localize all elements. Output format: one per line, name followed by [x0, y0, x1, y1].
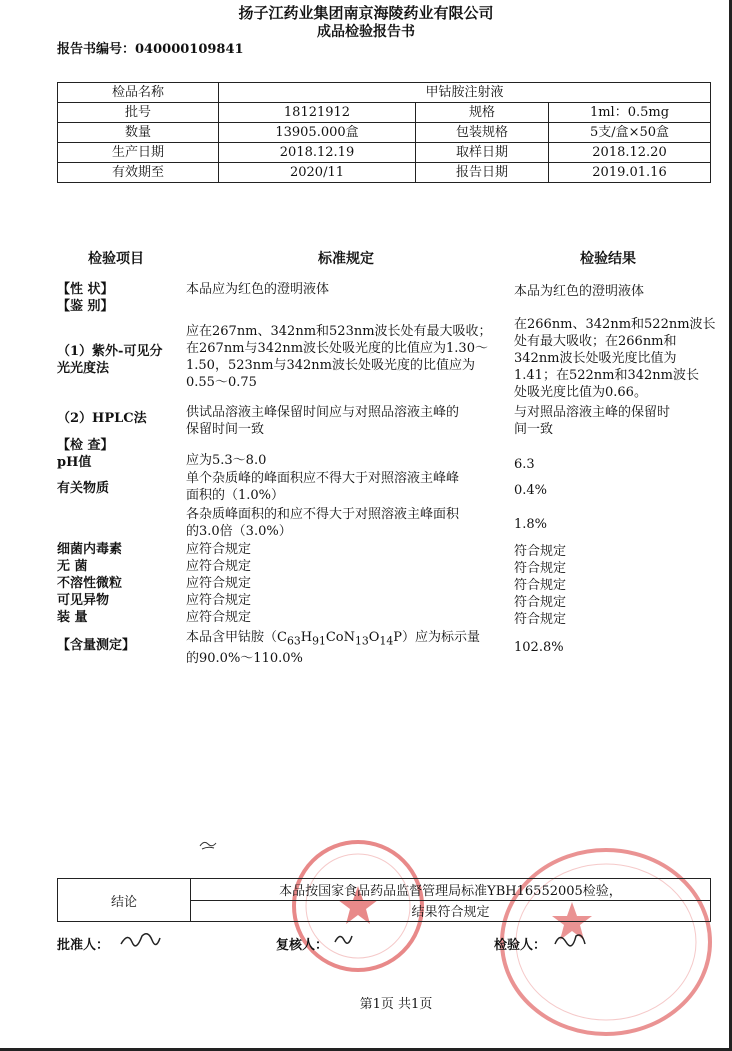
cell-label: 有效期至: [58, 163, 219, 183]
text-line: 各杂质峰面积的和应不得大于对照溶液主峰面积: [186, 507, 460, 522]
text-line: 的90.0%～110.0%: [186, 650, 303, 666]
item-sterility-label: 无 菌: [57, 559, 88, 574]
item-hplc-result: [514, 404, 670, 438]
table-row: [58, 143, 711, 163]
text-line: 在267nm与342nm波长处吸光度的比值应为1.30～: [186, 341, 488, 356]
item-ph-standard: 应为5.3～8.0: [186, 453, 267, 468]
cell-label: 报告日期: [416, 163, 549, 183]
report-number: [57, 38, 244, 57]
item-inspection-label: 【检 查】: [57, 438, 114, 453]
text-line: 面积的（1.0%）: [186, 488, 285, 503]
cell-value: 2020/11: [219, 163, 416, 183]
cell-label: 生产日期: [58, 143, 219, 163]
conclusion-table: [57, 878, 711, 922]
table-row: [58, 879, 711, 901]
item-endotoxin-standard: 应符合规定: [186, 542, 252, 557]
column-header-standard: 标准规定: [318, 251, 374, 267]
report-number-value: 040000109841: [135, 42, 244, 57]
formula-part: P）应为标示量: [393, 630, 480, 645]
item-endotoxin-result: 符合规定: [514, 544, 567, 559]
cell-value: 5支/盒×50盒: [549, 123, 711, 143]
item-uv-label-line: 光光度法: [57, 361, 110, 376]
item-volume-standard: 应符合规定: [186, 610, 252, 625]
text-line: 与对照品溶液主峰的保留时: [514, 405, 671, 420]
item-visible-label: 可见异物: [57, 593, 110, 608]
cell-value: 2018.12.20: [549, 143, 711, 163]
approver-signature-icon: [118, 926, 162, 952]
cell-label: 数量: [58, 123, 219, 143]
item-related-result-1: 0.4%: [514, 483, 548, 498]
inspector-signature-icon: [552, 928, 588, 954]
formula-part: O: [368, 630, 380, 645]
item-endotoxin-label: 细菌内毒素: [57, 542, 123, 557]
item-volume-label: 装 量: [57, 610, 88, 625]
formula-sub: 63: [286, 634, 301, 648]
item-identification-label: 【鉴 别】: [57, 299, 114, 314]
column-header-item: 检验项目: [88, 251, 144, 267]
formula-sub: 91: [312, 634, 326, 648]
item-particulate-standard: 应符合规定: [186, 576, 252, 591]
item-related-standard-1: [186, 470, 459, 504]
text-line: 1.41；在522nm和342nm波长: [514, 368, 699, 383]
cell-value: 18121912: [219, 103, 416, 123]
product-name-label: 检品名称: [58, 83, 219, 103]
text-line: 1.50，523nm与342nm波长处吸光度的比值应为: [186, 358, 475, 373]
formula-part: CoN: [325, 630, 356, 645]
cell-value: 2018.12.19: [219, 143, 416, 163]
item-volume-result: 符合规定: [514, 612, 567, 627]
item-assay-label: 【含量测定】: [57, 638, 136, 653]
item-character-label: 【性 状】: [57, 282, 114, 297]
formula-sub: 14: [379, 634, 394, 648]
item-visible-standard: 应符合规定: [186, 593, 252, 608]
cell-label: 包装规格: [416, 123, 549, 143]
product-name-value: 甲钴胺注射液: [219, 83, 711, 103]
item-related-standard-2: [186, 506, 459, 540]
cell-value: 2019.01.16: [549, 163, 711, 183]
text-line: 应在267nm、342nm和523nm波长处有最大吸收；: [186, 324, 492, 339]
text-line: 的3.0倍（3.0%）: [186, 524, 292, 539]
scribble-mark-icon: [198, 838, 220, 852]
item-assay-result: 102.8%: [514, 640, 564, 655]
item-hplc-label: （2）HPLC法: [57, 411, 147, 426]
text-line: 处吸光度比值为0.66。: [514, 385, 647, 400]
company-name: 扬子江药业集团南京海陵药业有限公司: [238, 4, 494, 22]
approver-label: 批准人：: [57, 938, 110, 953]
text-line: 供试品溶液主峰保留时间应与对照品溶液主峰的: [186, 405, 460, 420]
item-uv-label: [57, 343, 162, 377]
item-ph-result: 6.3: [514, 457, 535, 472]
cell-label: 规格: [416, 103, 549, 123]
formula-part: 本品含甲钴胺（C: [186, 630, 287, 645]
item-uv-label-line: （1）紫外-可见分: [57, 344, 163, 359]
reviewer-label: 复核人：: [276, 938, 329, 953]
item-sterility-standard: 应符合规定: [186, 559, 252, 574]
formula-part: H: [300, 630, 313, 645]
item-character-result: 本品为红色的澄明液体: [514, 284, 645, 299]
item-sterility-result: 符合规定: [514, 561, 567, 576]
item-ph-label: pH值: [57, 455, 92, 470]
page-number: 第1页 共1页: [359, 997, 433, 1012]
text-line: 0.55～0.75: [186, 375, 257, 390]
text-line: [186, 629, 480, 650]
item-particulate-result: 符合规定: [514, 578, 567, 593]
text-line: 342nm波长处吸光度比值为: [514, 351, 677, 366]
table-row: [58, 163, 711, 183]
table-row: [58, 103, 711, 123]
cell-label: 批号: [58, 103, 219, 123]
formula-sub: 13: [355, 634, 369, 648]
conclusion-label: 结论: [58, 879, 191, 922]
report-number-label: 报告书编号：: [57, 42, 136, 57]
text-line: 在266nm、342nm和522nm波长: [514, 317, 716, 332]
table-row: [58, 83, 711, 103]
text-line: 保留时间一致: [186, 422, 265, 437]
cell-value: 1ml：0.5mg: [549, 103, 711, 123]
item-assay-standard: [186, 629, 480, 667]
item-character-standard: 本品应为红色的澄明液体: [186, 282, 330, 297]
conclusion-line-1: 本品按国家食品药品监督管理局标准YBH16552005检验，: [191, 879, 711, 901]
reviewer-signature-icon: [332, 928, 354, 950]
inspector-label: 检验人：: [494, 938, 547, 953]
item-uv-result: [514, 316, 716, 401]
column-header-result: 检验结果: [580, 251, 636, 267]
conclusion-line-2: 结果符合规定: [191, 900, 711, 922]
item-uv-standard: [186, 323, 492, 391]
text-line: 处有最大吸收；在266nm和: [514, 334, 677, 349]
item-particulate-label: 不溶性微粒: [57, 576, 123, 591]
document-title: 成品检验报告书: [317, 24, 415, 40]
product-info-table: [57, 82, 711, 183]
table-row: [58, 123, 711, 143]
cell-value: 13905.000盒: [219, 123, 416, 143]
item-related-label: 有关物质: [57, 481, 110, 496]
item-related-result-2: 1.8%: [514, 517, 548, 532]
text-line: 单个杂质峰的峰面积应不得大于对照溶液主峰峰: [186, 471, 460, 486]
text-line: 间一致: [514, 422, 554, 437]
item-hplc-standard: [186, 404, 459, 438]
item-visible-result: 符合规定: [514, 595, 567, 610]
cell-label: 取样日期: [416, 143, 549, 163]
